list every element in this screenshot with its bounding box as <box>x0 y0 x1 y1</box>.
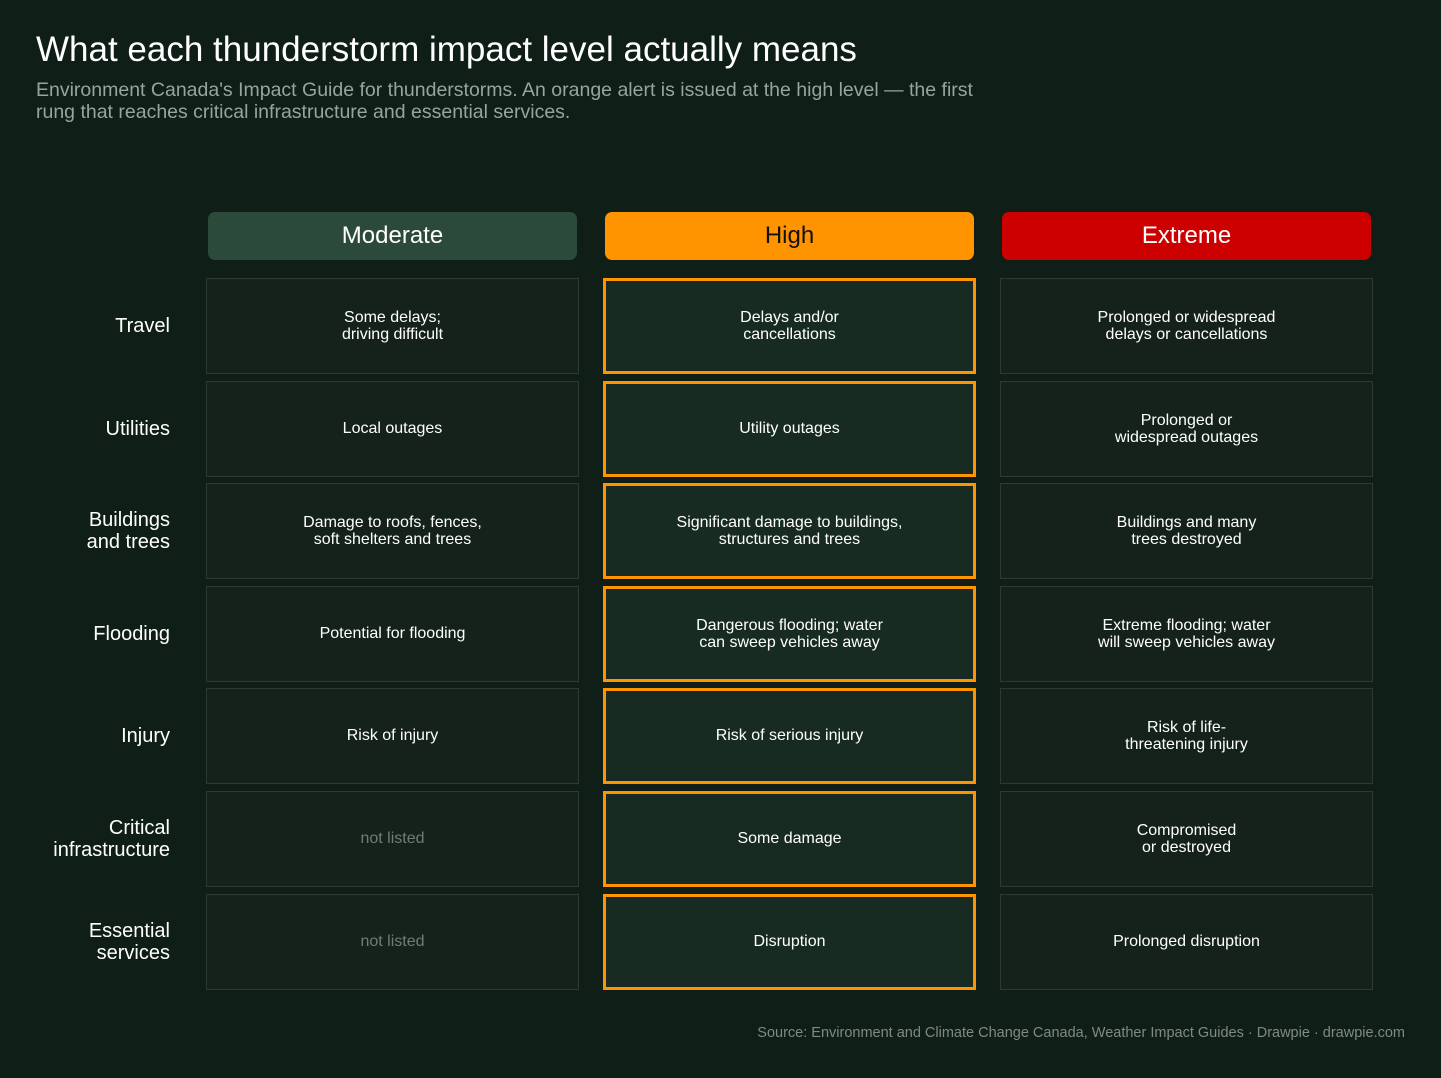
level-header-extreme: Extreme <box>1002 212 1371 260</box>
chart-subtitle: Environment Canada's Impact Guide for thunderstorms. An orange alert is issued at the high level — the first rung that reaches critical infrastructure and essential services. <box>36 79 973 123</box>
cell-flooding-extreme: Extreme flooding; water will sweep vehicles away <box>1000 586 1373 682</box>
cell-travel-moderate: Some delays; driving difficult <box>206 278 579 374</box>
cell-injury-moderate: Risk of injury <box>206 688 579 784</box>
cell-injury-high: Risk of serious injury <box>603 688 976 784</box>
cell-essential-services-high: Disruption <box>603 894 976 990</box>
cell-critical-infrastructure-extreme: Compromised or destroyed <box>1000 791 1373 887</box>
cell-travel-extreme: Prolonged or widespread delays or cancellations <box>1000 278 1373 374</box>
cell-flooding-moderate: Potential for flooding <box>206 586 579 682</box>
row-label-utilities: Utilities <box>105 418 170 440</box>
cell-travel-high: Delays and/or cancellations <box>603 278 976 374</box>
cell-injury-extreme: Risk of life- threatening injury <box>1000 688 1373 784</box>
row-label-injury: Injury <box>121 725 170 747</box>
cell-buildings-and-trees-high: Significant damage to buildings, structures and trees <box>603 483 976 579</box>
row-label-essential-services: Essential services <box>88 920 170 964</box>
row-label-critical-infrastructure: Critical infrastructure <box>53 817 170 861</box>
source-note: Source: Environment and Climate Change Canada, Weather Impact Guides · Drawpie · drawpie.com <box>757 1025 1405 1041</box>
cell-utilities-extreme: Prolonged or widespread outages <box>1000 381 1373 477</box>
cell-buildings-and-trees-extreme: Buildings and many trees destroyed <box>1000 483 1373 579</box>
cell-flooding-high: Dangerous flooding; water can sweep vehicles away <box>603 586 976 682</box>
cell-critical-infrastructure-high: Some damage <box>603 791 976 887</box>
row-label-buildings-and-trees: Buildings and trees <box>86 509 170 553</box>
cell-essential-services-extreme: Prolonged disruption <box>1000 894 1373 990</box>
row-label-flooding: Flooding <box>93 623 170 645</box>
cell-essential-services-moderate: not listed <box>206 894 579 990</box>
cell-critical-infrastructure-moderate: not listed <box>206 791 579 887</box>
level-header-moderate: Moderate <box>208 212 577 260</box>
chart-title: What each thunderstorm impact level actually means <box>36 30 857 69</box>
cell-utilities-moderate: Local outages <box>206 381 579 477</box>
cell-buildings-and-trees-moderate: Damage to roofs, fences, soft shelters and trees <box>206 483 579 579</box>
cell-utilities-high: Utility outages <box>603 381 976 477</box>
level-header-high: High <box>605 212 974 260</box>
row-label-travel: Travel <box>115 315 170 337</box>
